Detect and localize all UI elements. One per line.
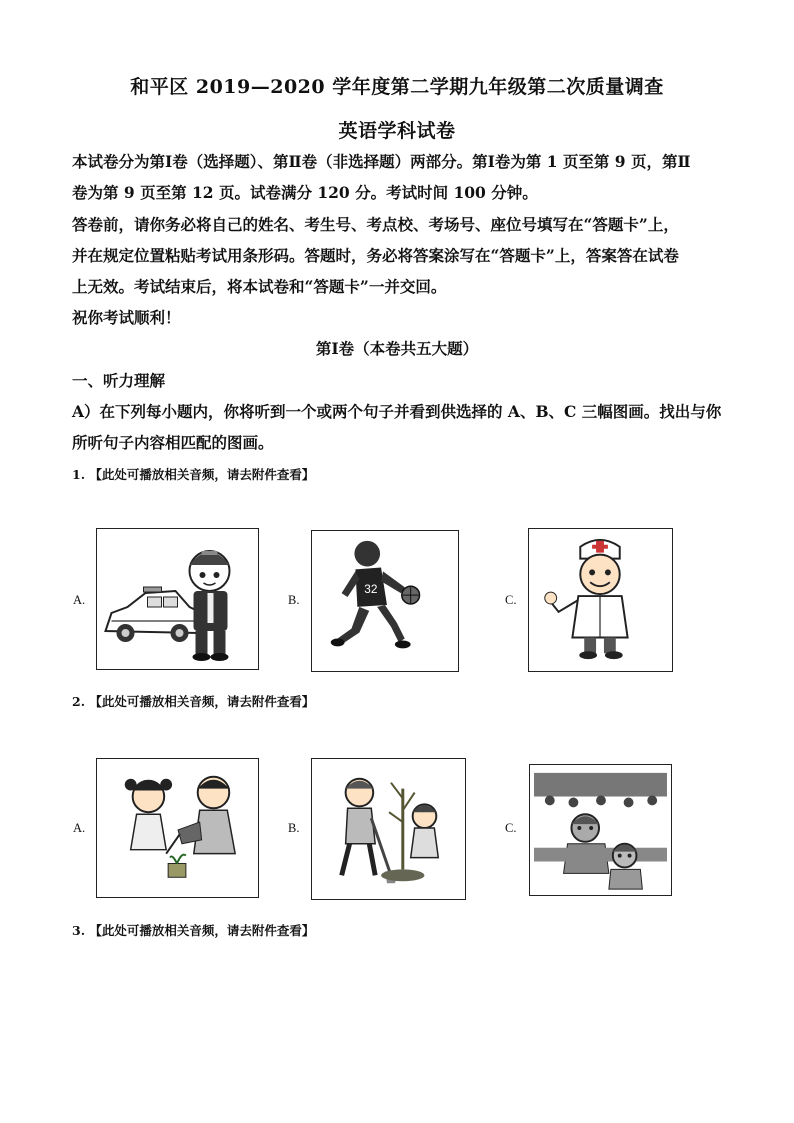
- question-3-label[interactable]: 3. 【此处可播放相关音频，请去附件查看】: [72, 923, 315, 938]
- instruction-line-1: A）在下列每小题内，你将听到一个或两个句子并看到供选择的 A、B、C 三幅图画。找出与你: [72, 402, 722, 421]
- police-officer-with-car-icon: [97, 529, 258, 669]
- children-watering-plant-icon: [97, 759, 258, 897]
- q1-option-a-letter: A.: [73, 593, 86, 607]
- intro-line-1: 本试卷分为第Ⅰ卷（选择题）、第Ⅱ卷（非选择题）两部分。第Ⅰ卷为第 1 页至第 9 页，第Ⅱ: [72, 152, 691, 171]
- doctor-icon: [529, 529, 672, 671]
- q2-option-c-image[interactable]: [529, 764, 672, 896]
- part-heading: 第Ⅰ卷（本卷共五大题）: [315, 339, 479, 358]
- intro-line-5: 上无效。考试结束后，将本试卷和“答题卡”一并交回。: [72, 277, 447, 296]
- question-1-label[interactable]: 1. 【此处可播放相关音频，请去附件查看】: [72, 467, 315, 482]
- q2-option-b-image[interactable]: [311, 758, 466, 900]
- intro-line-3: 答卷前，请你务必将自己的姓名、考生号、考点校、考场号、座位号填写在“答题卡”上，: [72, 215, 679, 234]
- q2-option-a-letter: A.: [73, 821, 86, 835]
- q2-option-a-image[interactable]: [96, 758, 259, 898]
- q1-option-b-image[interactable]: [311, 530, 459, 672]
- question-2-label[interactable]: 2. 【此处可播放相关音频，请去附件查看】: [72, 694, 315, 709]
- intro-line-4: 并在规定位置粘贴考试用条形码。答题时，务必将答案涂写在“答题卡”上，答案答在试卷: [72, 246, 679, 265]
- instruction-line-2: 所听句子内容相匹配的图画。: [72, 433, 274, 452]
- q2-option-b-letter: B.: [288, 821, 300, 835]
- q1-option-a-image[interactable]: [96, 528, 259, 670]
- q2-option-c-letter: C.: [505, 821, 517, 835]
- intro-line-6: 祝你考试顺利！: [72, 308, 181, 327]
- page-title: 和平区 2019—2020 学年度第二学期九年级第二次质量调查: [130, 76, 664, 98]
- page-subtitle: 英语学科试卷: [338, 120, 456, 142]
- basketball-player-icon: [312, 531, 458, 671]
- section-heading: 一、听力理解: [72, 371, 166, 390]
- q1-option-c-letter: C.: [505, 593, 517, 607]
- q1-option-b-letter: B.: [288, 593, 300, 607]
- children-picking-grapes-icon: [530, 765, 671, 895]
- children-planting-tree-icon: [312, 759, 465, 899]
- q1-option-c-image[interactable]: [528, 528, 673, 672]
- intro-line-2: 卷为第 9 页至第 12 页。试卷满分 120 分。考试时间 100 分钟。: [72, 183, 538, 202]
- svg-text:32: 32: [364, 582, 378, 597]
